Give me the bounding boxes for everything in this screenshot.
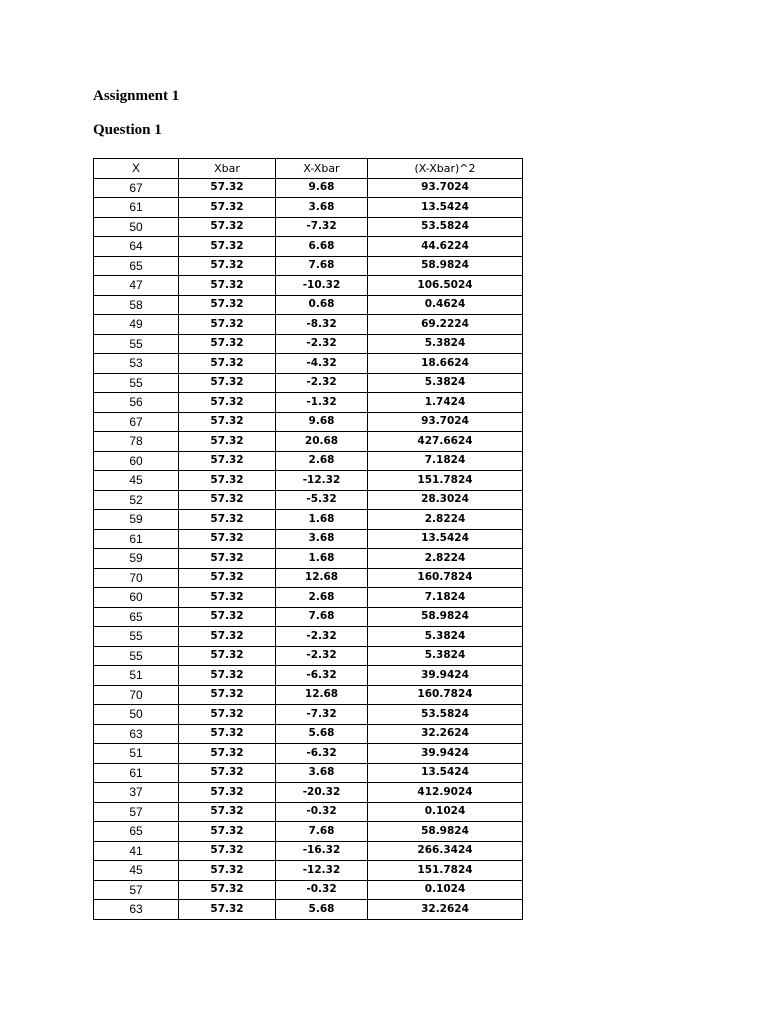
x-cell: 55: [94, 373, 179, 393]
deviation-cell: -6.32: [276, 744, 368, 764]
deviation-cell: -20.32: [276, 783, 368, 803]
squared-deviation-cell: 53.5824: [368, 217, 523, 237]
deviation-cell: 2.68: [276, 588, 368, 608]
table-row: [94, 685, 523, 705]
xbar-cell: 57.32: [179, 705, 276, 725]
table-row: [94, 295, 523, 315]
table-row: [94, 568, 523, 588]
x-cell: 55: [94, 627, 179, 647]
x-cell: 60: [94, 588, 179, 608]
squared-deviation-cell: 53.5824: [368, 705, 523, 725]
deviation-cell: -12.32: [276, 861, 368, 881]
squared-deviation-cell: 58.9824: [368, 607, 523, 627]
table-row: [94, 256, 523, 276]
deviation-cell: 7.68: [276, 822, 368, 842]
deviation-cell: 2.68: [276, 451, 368, 471]
deviation-cell: 0.68: [276, 295, 368, 315]
header-row: [94, 159, 523, 179]
xbar-cell: 57.32: [179, 802, 276, 822]
x-cell: 59: [94, 549, 179, 569]
header-xbar: Xbar: [179, 159, 276, 179]
squared-deviation-cell: 5.3824: [368, 334, 523, 354]
x-cell: 49: [94, 315, 179, 335]
xbar-cell: 57.32: [179, 256, 276, 276]
squared-deviation-cell: 93.7024: [368, 178, 523, 198]
squared-deviation-cell: 13.5424: [368, 529, 523, 549]
squared-deviation-cell: 18.6624: [368, 354, 523, 374]
deviation-cell: -0.32: [276, 802, 368, 822]
x-cell: 78: [94, 432, 179, 452]
deviation-cell: 3.68: [276, 763, 368, 783]
table-row: [94, 646, 523, 666]
x-cell: 37: [94, 783, 179, 803]
deviation-cell: -5.32: [276, 490, 368, 510]
deviation-cell: -10.32: [276, 276, 368, 296]
table-row: [94, 490, 523, 510]
header-x: X: [94, 159, 179, 179]
squared-deviation-cell: 5.3824: [368, 646, 523, 666]
table-row: [94, 315, 523, 335]
deviation-cell: 7.68: [276, 607, 368, 627]
deviation-cell: -4.32: [276, 354, 368, 374]
deviation-cell: 5.68: [276, 900, 368, 920]
squared-deviation-cell: 151.7824: [368, 471, 523, 491]
x-cell: 63: [94, 724, 179, 744]
x-cell: 60: [94, 451, 179, 471]
x-cell: 50: [94, 217, 179, 237]
squared-deviation-cell: 160.7824: [368, 568, 523, 588]
table-row: [94, 607, 523, 627]
xbar-cell: 57.32: [179, 217, 276, 237]
x-cell: 57: [94, 802, 179, 822]
deviation-cell: -2.32: [276, 627, 368, 647]
xbar-cell: 57.32: [179, 763, 276, 783]
xbar-cell: 57.32: [179, 315, 276, 335]
deviation-cell: -2.32: [276, 334, 368, 354]
squared-deviation-cell: 5.3824: [368, 627, 523, 647]
squared-deviation-cell: 427.6624: [368, 432, 523, 452]
deviation-cell: 12.68: [276, 685, 368, 705]
deviation-cell: -12.32: [276, 471, 368, 491]
squared-deviation-cell: 266.3424: [368, 841, 523, 861]
table-row: [94, 373, 523, 393]
x-cell: 59: [94, 510, 179, 530]
table-row: [94, 217, 523, 237]
xbar-cell: 57.32: [179, 880, 276, 900]
deviation-cell: 5.68: [276, 724, 368, 744]
squared-deviation-cell: 93.7024: [368, 412, 523, 432]
squared-deviation-cell: 13.5424: [368, 198, 523, 218]
table-row: [94, 588, 523, 608]
x-cell: 52: [94, 490, 179, 510]
deviation-cell: -7.32: [276, 705, 368, 725]
xbar-cell: 57.32: [179, 432, 276, 452]
table-row: [94, 900, 523, 920]
squared-deviation-cell: 32.2624: [368, 900, 523, 920]
squared-deviation-cell: 39.9424: [368, 744, 523, 764]
deviation-cell: -2.32: [276, 373, 368, 393]
deviation-cell: -0.32: [276, 880, 368, 900]
xbar-cell: 57.32: [179, 646, 276, 666]
squared-deviation-cell: 7.1824: [368, 451, 523, 471]
deviation-cell: 20.68: [276, 432, 368, 452]
deviation-cell: 3.68: [276, 529, 368, 549]
xbar-cell: 57.32: [179, 373, 276, 393]
squared-deviation-cell: 160.7824: [368, 685, 523, 705]
document-title: Assignment 1: [93, 88, 180, 104]
table-row: [94, 471, 523, 491]
xbar-cell: 57.32: [179, 354, 276, 374]
xbar-cell: 57.32: [179, 237, 276, 257]
squared-deviation-cell: 58.9824: [368, 256, 523, 276]
squared-deviation-cell: 13.5424: [368, 763, 523, 783]
squared-deviation-cell: 0.4624: [368, 295, 523, 315]
deviation-cell: 12.68: [276, 568, 368, 588]
x-cell: 64: [94, 237, 179, 257]
squared-deviation-cell: 151.7824: [368, 861, 523, 881]
xbar-cell: 57.32: [179, 295, 276, 315]
deviation-table: [93, 158, 523, 920]
x-cell: 50: [94, 705, 179, 725]
x-cell: 57: [94, 880, 179, 900]
x-cell: 65: [94, 256, 179, 276]
x-cell: 53: [94, 354, 179, 374]
table-row: [94, 841, 523, 861]
table-row: [94, 744, 523, 764]
x-cell: 61: [94, 763, 179, 783]
x-cell: 61: [94, 198, 179, 218]
x-cell: 67: [94, 412, 179, 432]
deviation-cell: 9.68: [276, 412, 368, 432]
squared-deviation-cell: 0.1024: [368, 880, 523, 900]
xbar-cell: 57.32: [179, 490, 276, 510]
table-row: [94, 666, 523, 686]
table-row: [94, 705, 523, 725]
x-cell: 58: [94, 295, 179, 315]
xbar-cell: 57.32: [179, 529, 276, 549]
header-deviation: X-Xbar: [276, 159, 368, 179]
xbar-cell: 57.32: [179, 783, 276, 803]
table-row: [94, 549, 523, 569]
xbar-cell: 57.32: [179, 471, 276, 491]
table-row: [94, 861, 523, 881]
xbar-cell: 57.32: [179, 198, 276, 218]
x-cell: 67: [94, 178, 179, 198]
squared-deviation-cell: 106.5024: [368, 276, 523, 296]
squared-deviation-cell: 58.9824: [368, 822, 523, 842]
squared-deviation-cell: 2.8224: [368, 549, 523, 569]
table-row: [94, 529, 523, 549]
squared-deviation-cell: 5.3824: [368, 373, 523, 393]
deviation-cell: 1.68: [276, 510, 368, 530]
x-cell: 45: [94, 471, 179, 491]
xbar-cell: 57.32: [179, 822, 276, 842]
xbar-cell: 57.32: [179, 412, 276, 432]
squared-deviation-cell: 69.2224: [368, 315, 523, 335]
squared-deviation-cell: 2.8224: [368, 510, 523, 530]
xbar-cell: 57.32: [179, 393, 276, 413]
table-header: [94, 159, 523, 179]
deviation-cell: 6.68: [276, 237, 368, 257]
table-row: [94, 276, 523, 296]
squared-deviation-cell: 28.3024: [368, 490, 523, 510]
table-row: [94, 412, 523, 432]
x-cell: 61: [94, 529, 179, 549]
squared-deviation-cell: 39.9424: [368, 666, 523, 686]
squared-deviation-cell: 44.6224: [368, 237, 523, 257]
x-cell: 55: [94, 334, 179, 354]
x-cell: 56: [94, 393, 179, 413]
table-row: [94, 724, 523, 744]
table-row: [94, 354, 523, 374]
xbar-cell: 57.32: [179, 900, 276, 920]
table-row: [94, 393, 523, 413]
header-squared-deviation: (X-Xbar)^2: [368, 159, 523, 179]
deviation-cell: 1.68: [276, 549, 368, 569]
table-row: [94, 334, 523, 354]
xbar-cell: 57.32: [179, 334, 276, 354]
deviation-cell: 7.68: [276, 256, 368, 276]
x-cell: 51: [94, 744, 179, 764]
squared-deviation-cell: 32.2624: [368, 724, 523, 744]
x-cell: 65: [94, 607, 179, 627]
xbar-cell: 57.32: [179, 178, 276, 198]
squared-deviation-cell: 0.1024: [368, 802, 523, 822]
table-row: [94, 880, 523, 900]
question-heading: Question 1: [93, 122, 162, 138]
deviation-cell: -2.32: [276, 646, 368, 666]
x-cell: 55: [94, 646, 179, 666]
table-row: [94, 822, 523, 842]
squared-deviation-cell: 7.1824: [368, 588, 523, 608]
x-cell: 47: [94, 276, 179, 296]
table-row: [94, 783, 523, 803]
table-row: [94, 432, 523, 452]
x-cell: 45: [94, 861, 179, 881]
x-cell: 63: [94, 900, 179, 920]
table-row: [94, 627, 523, 647]
deviation-cell: -6.32: [276, 666, 368, 686]
xbar-cell: 57.32: [179, 451, 276, 471]
table-row: [94, 237, 523, 257]
squared-deviation-cell: 1.7424: [368, 393, 523, 413]
xbar-cell: 57.32: [179, 276, 276, 296]
deviation-cell: -7.32: [276, 217, 368, 237]
xbar-cell: 57.32: [179, 685, 276, 705]
table-row: [94, 763, 523, 783]
xbar-cell: 57.32: [179, 588, 276, 608]
xbar-cell: 57.32: [179, 724, 276, 744]
x-cell: 70: [94, 568, 179, 588]
xbar-cell: 57.32: [179, 568, 276, 588]
deviation-cell: 3.68: [276, 198, 368, 218]
table-row: [94, 198, 523, 218]
x-cell: 41: [94, 841, 179, 861]
xbar-cell: 57.32: [179, 627, 276, 647]
x-cell: 70: [94, 685, 179, 705]
deviation-cell: -8.32: [276, 315, 368, 335]
xbar-cell: 57.32: [179, 841, 276, 861]
x-cell: 51: [94, 666, 179, 686]
table-row: [94, 451, 523, 471]
xbar-cell: 57.32: [179, 549, 276, 569]
xbar-cell: 57.32: [179, 607, 276, 627]
table-row: [94, 802, 523, 822]
table-body: [94, 178, 523, 919]
deviation-cell: -16.32: [276, 841, 368, 861]
xbar-cell: 57.32: [179, 510, 276, 530]
deviation-cell: 9.68: [276, 178, 368, 198]
deviation-cell: -1.32: [276, 393, 368, 413]
xbar-cell: 57.32: [179, 744, 276, 764]
squared-deviation-cell: 412.9024: [368, 783, 523, 803]
table-row: [94, 510, 523, 530]
xbar-cell: 57.32: [179, 666, 276, 686]
x-cell: 65: [94, 822, 179, 842]
table-row: [94, 178, 523, 198]
xbar-cell: 57.32: [179, 861, 276, 881]
